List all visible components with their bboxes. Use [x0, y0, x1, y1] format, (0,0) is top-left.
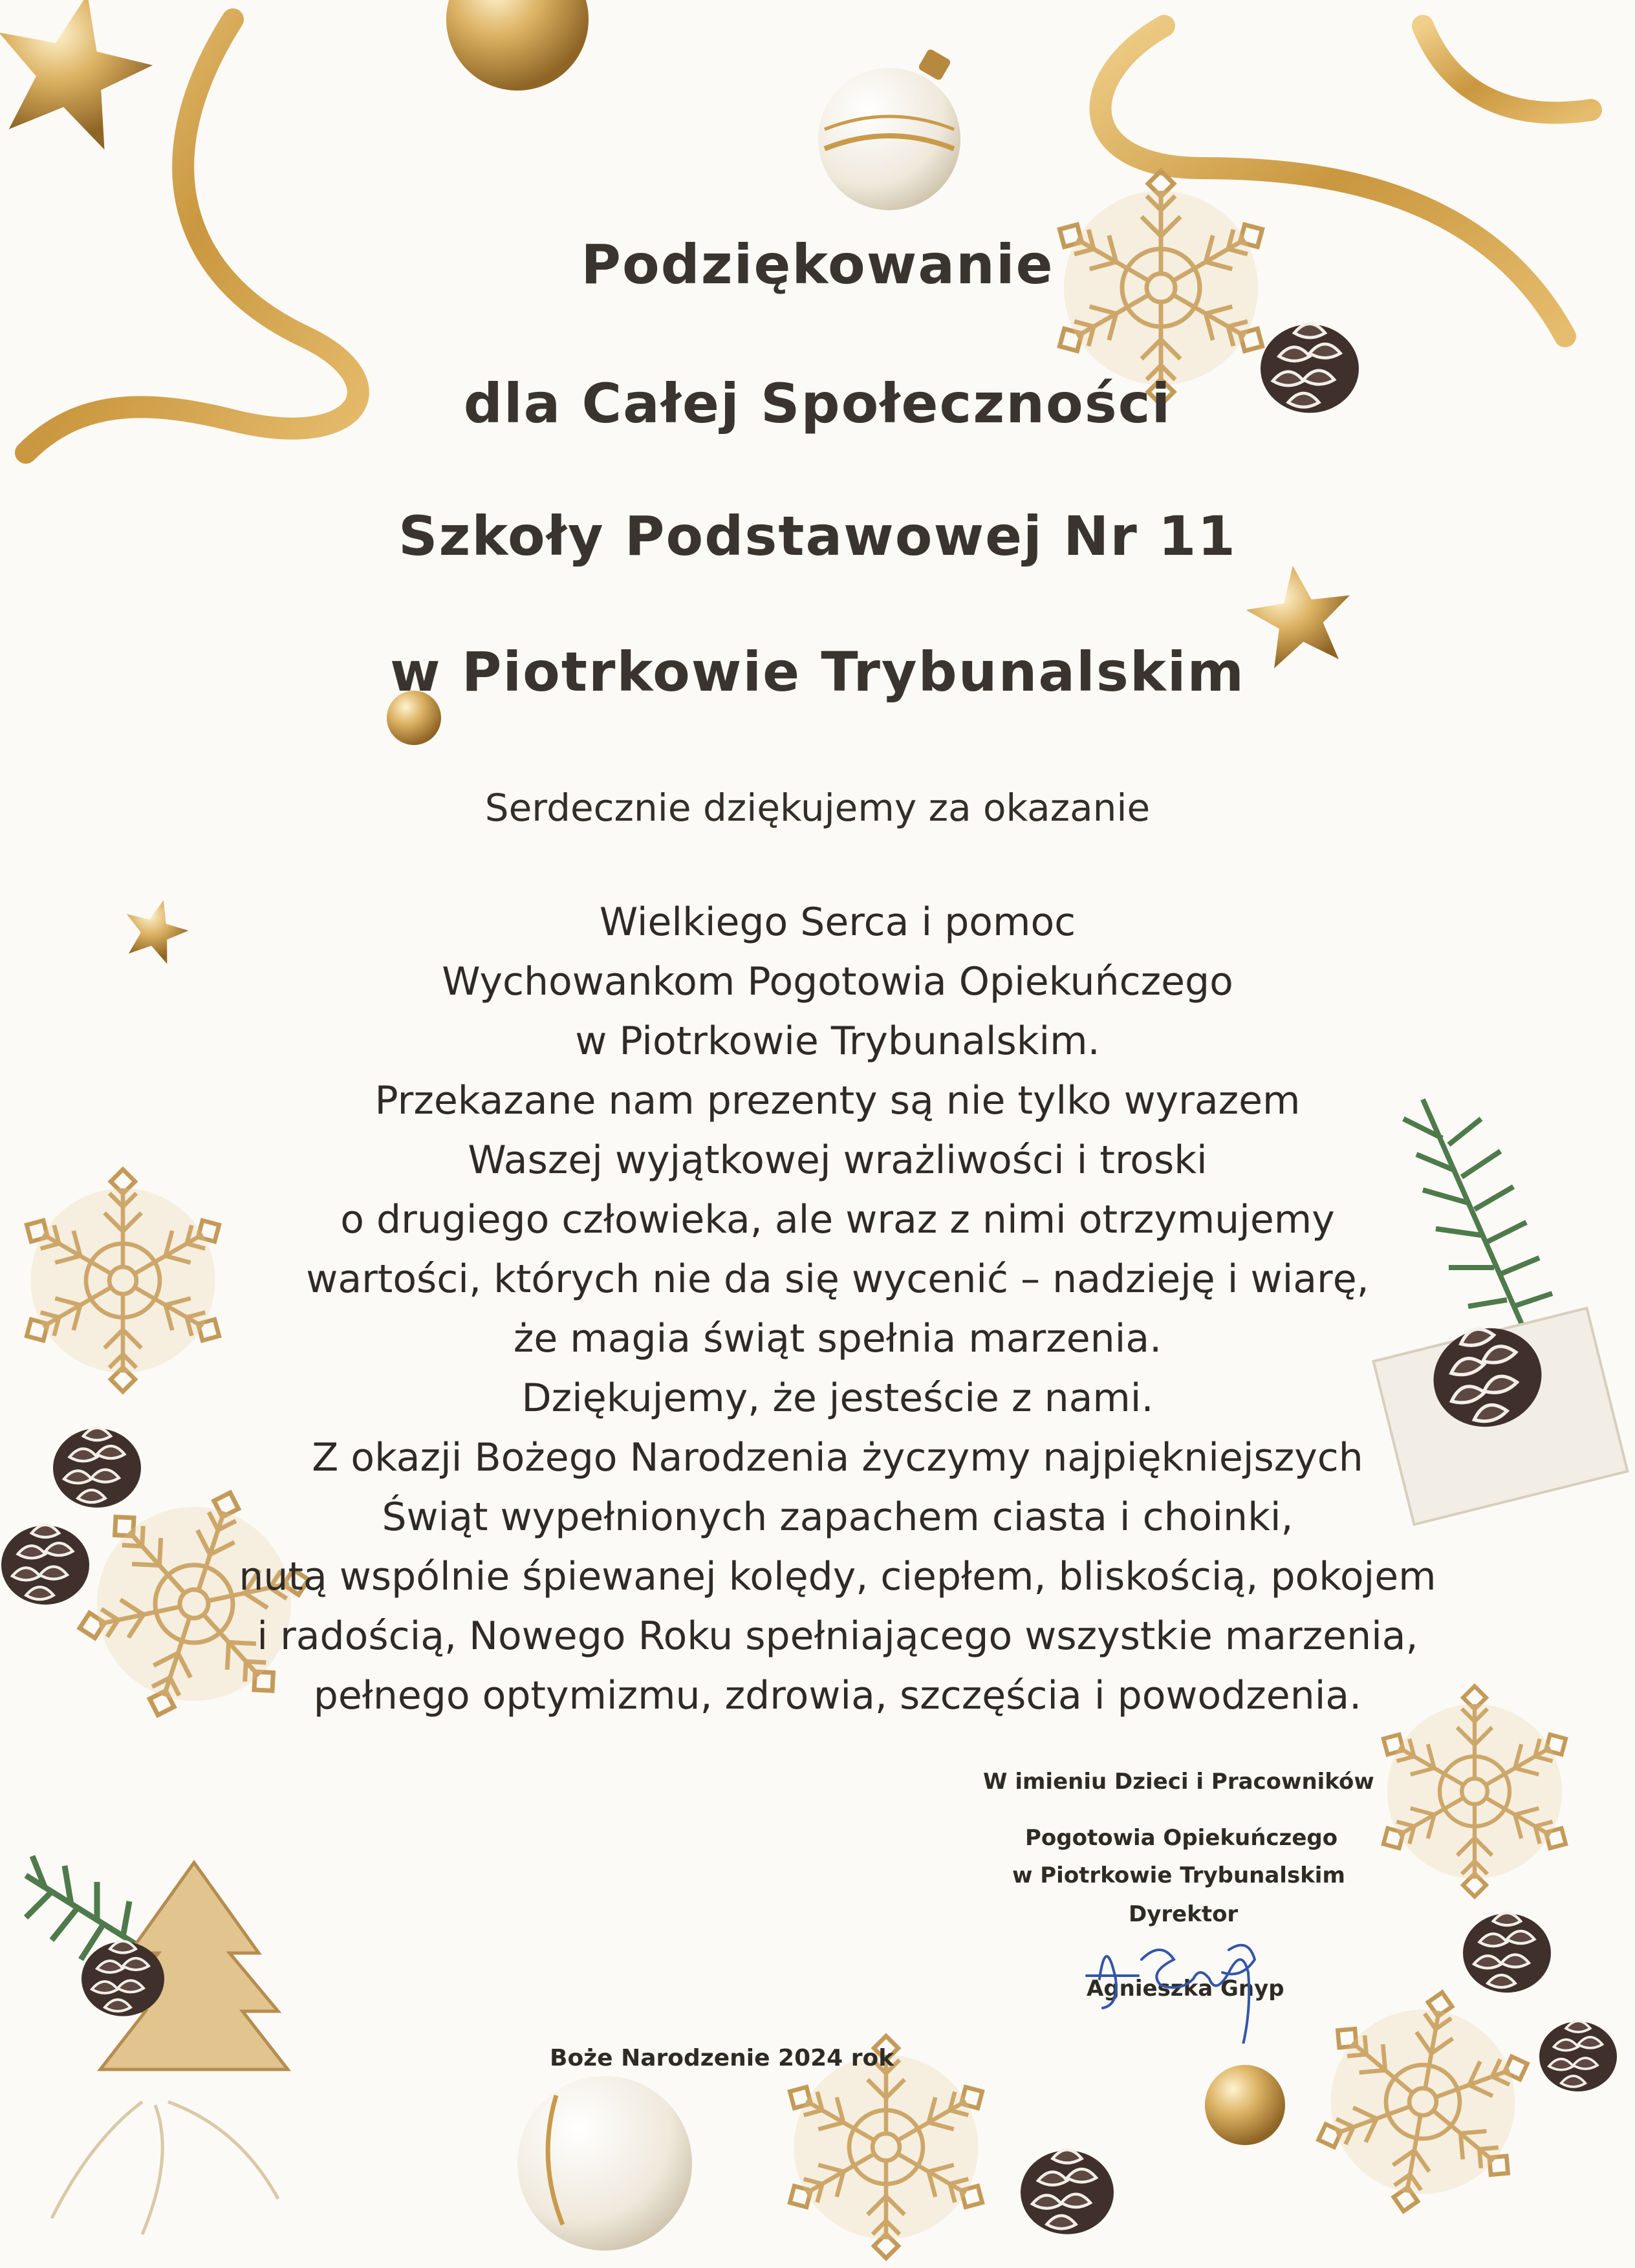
snowflake-icon	[1300, 1974, 1546, 2230]
pinecone-icon	[1, 1525, 89, 1604]
signature-line-3: w Piotrkowie Trybunalskim	[1012, 1863, 1345, 1888]
body-line: Z okazji Bożego Narodzenia życzymy najpiękniejszych	[312, 1435, 1363, 1480]
intro-text: Serdecznie dziękujemy za okazanie	[484, 786, 1151, 830]
pinecone-icon	[1021, 2150, 1114, 2234]
body-line: że magia świąt spełnia marzenia.	[513, 1316, 1162, 1361]
signature-role: Dyrektor	[1129, 1901, 1239, 1927]
white-ornament-icon	[818, 48, 960, 210]
body-line: Świąt wypełnionych zapachem ciasta i choinki,	[382, 1495, 1294, 1540]
star-icon	[117, 892, 195, 967]
white-ornament-icon	[517, 2076, 692, 2251]
date-text: Boże Narodzenie 2024 rok	[550, 2045, 894, 2071]
body-line: wartości, których nie da się wycenić – nadzieję i wiarę,	[306, 1257, 1369, 1302]
title-line-2: dla Całej Społeczności	[463, 372, 1172, 435]
signatory-name: Agnieszka Gnyp	[1087, 1976, 1284, 2002]
body-line: nutą wspólnie śpiewanej kolędy, ciepłem, bliskością, pokojem	[239, 1554, 1436, 1599]
snowflake-icon	[17, 1169, 228, 1392]
pinecone-icon	[81, 1941, 164, 2016]
body-text	[213, 892, 1462, 1725]
twine-icon	[52, 2102, 278, 2234]
body-line: Przekazane nam prezenty są nie tylko wyrazem	[374, 1078, 1301, 1123]
body-line: Wielkiego Serca i pomoc	[599, 900, 1076, 945]
pinecone-icon	[1539, 2021, 1617, 2091]
gold-ornament-icon	[1205, 2065, 1285, 2145]
body-line: Wychowankom Pogotowia Opiekuńczego	[442, 959, 1233, 1004]
body-line: Waszej wyjątkowej wrażliwości i troski	[468, 1138, 1207, 1183]
signature-line-2: Pogotowia Opiekuńczego	[1025, 1825, 1338, 1851]
title-line-3: Szkoły Podstawowej Nr 11	[398, 504, 1237, 568]
body-line: o drugiego człowieka, ale wraz z nimi otrzymujemy	[340, 1197, 1335, 1242]
body-line: Dziękujemy, że jesteście z nami.	[521, 1376, 1154, 1421]
body-line: pełnego optymizmu, zdrowia, szczęścia i powodzenia.	[313, 1673, 1362, 1718]
page-title: Podziękowanie	[581, 233, 1054, 296]
gold-ornament-icon	[446, 0, 589, 91]
title-line-4: w Piotrkowie Trybunalskim	[389, 640, 1246, 704]
pinecone-icon	[1463, 1913, 1551, 1993]
body-line: i radością, Nowego Roku spełniającego wszystkie marzenia,	[257, 1614, 1418, 1659]
signature-line-1: W imieniu Dzieci i Pracowników	[983, 1769, 1374, 1795]
pinecone-icon	[53, 1428, 141, 1507]
handwritten-signature	[1074, 1914, 1319, 2044]
star-icon	[0, 0, 164, 156]
body-line: w Piotrkowie Trybunalskim.	[575, 1019, 1100, 1064]
